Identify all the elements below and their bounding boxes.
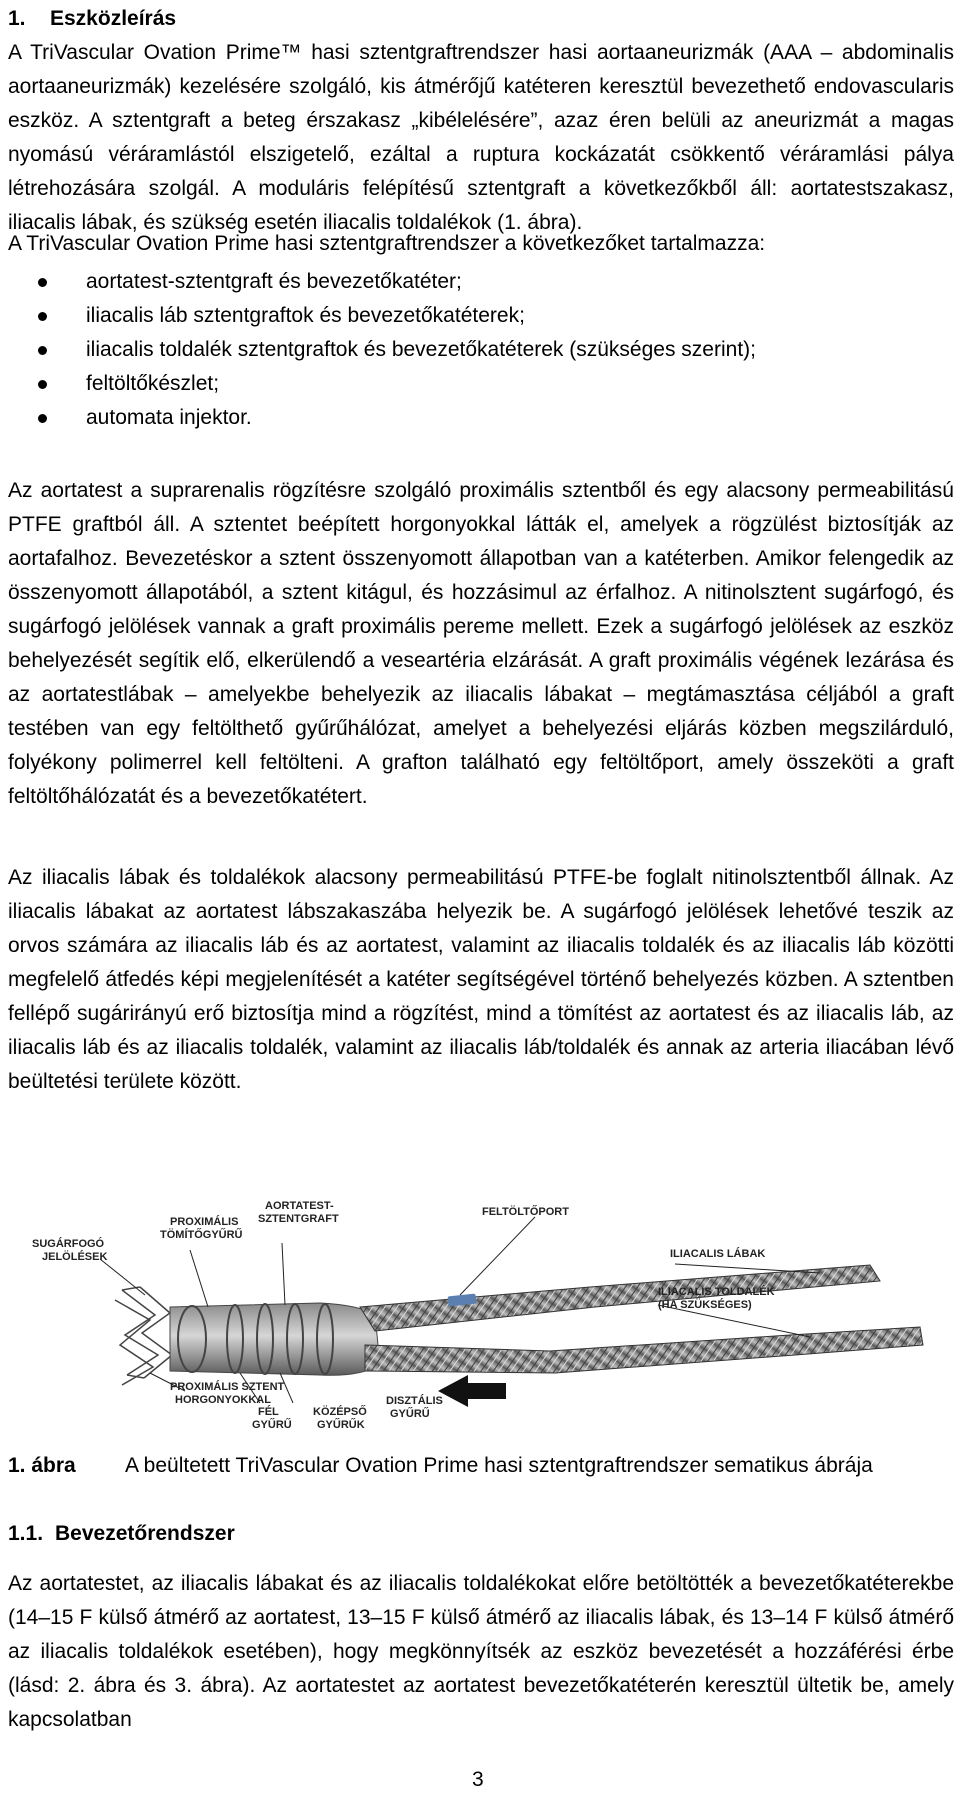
section-title: Eszközleírás bbox=[50, 7, 177, 30]
subsection-title: Bevezetőrendszer bbox=[55, 1522, 235, 1545]
label-iliac-extension-2: (HA SZÜKSÉGES) bbox=[658, 1299, 752, 1311]
list-item: iliacalis láb sztentgraftok és bevezetőkatéterek; bbox=[8, 299, 756, 333]
label-aortic-body: AORTATEST- bbox=[265, 1200, 334, 1212]
label-proximal-seal-2: TÖMÍTŐGYŰRŰ bbox=[160, 1229, 243, 1241]
proximal-stent bbox=[115, 1287, 172, 1385]
caption-label: 1. ábra bbox=[8, 1454, 76, 1477]
list-item: automata injektor. bbox=[8, 401, 756, 435]
label-mid-rings-2: GYŰRŰK bbox=[317, 1419, 365, 1431]
label-proximal-stent-anchors: PROXIMÁLIS SZTENT bbox=[170, 1381, 285, 1393]
label-proximal-stent-anchors-2: HORGONYOKKAL bbox=[175, 1394, 271, 1406]
bullet-icon bbox=[38, 278, 47, 287]
iliac-leg-lower bbox=[365, 1327, 923, 1373]
components-list bbox=[8, 265, 756, 435]
label-iliac-legs: ILIACALIS LÁBAK bbox=[670, 1248, 766, 1260]
paragraph-delivery-system: Az aortatestet, az iliacalis lábakat és az iliacalis toldalékokat előre betöltötték a bevezetőkatéterekbe (14–15 F külső átmérő az aortatest, 13–15 F külső átmérő az iliacalis lábak, és 13–14 F külső átmérő az iliacalis toldalékok esetében), hogy megkönnyítsék az eszköz bevezetését a hozzáférési érbe (lásd: 2. ábra és 3. ábra). Az aortatestet az aortatest bevezetőkatéterén keresztül ültetik be, amely kapcsolatban bbox=[8, 1572, 954, 1731]
label-distal-ring-2: GYŰRŰ bbox=[390, 1408, 430, 1420]
bullet-icon bbox=[38, 380, 47, 389]
bullet-icon bbox=[38, 414, 47, 423]
list-item: iliacalis toldalék sztentgraftok és bevezetőkatéterek (szükséges szerint); bbox=[8, 333, 756, 367]
paragraph-contents-lead: A TriVascular Ovation Prime hasi sztentgraftrendszer a következőket tartalmazza: bbox=[8, 232, 766, 255]
section-heading bbox=[8, 6, 176, 32]
label-iliac-extension: ILIACALIS TOLDALÉK bbox=[658, 1286, 775, 1298]
bullet-icon bbox=[38, 346, 47, 355]
stent-graft-figure bbox=[30, 1195, 960, 1445]
label-half-ring: FÉL bbox=[258, 1406, 279, 1418]
label-radiopaque-markers-2: JELÖLÉSEK bbox=[42, 1251, 108, 1263]
stent-graft-illustration bbox=[30, 1195, 960, 1445]
label-fill-port: FELTÖLTŐPORT bbox=[482, 1206, 569, 1218]
section-number: 1. bbox=[8, 7, 26, 30]
label-radiopaque-markers: SUGÁRFOGÓ bbox=[32, 1238, 105, 1250]
list-item: aortatest-sztentgraft és bevezetőkatéter; bbox=[8, 265, 756, 299]
bullet-icon bbox=[38, 312, 47, 321]
subsection-heading bbox=[8, 1520, 235, 1548]
page-number: 3 bbox=[472, 1768, 484, 1791]
label-mid-rings: KÖZÉPSŐ bbox=[313, 1406, 367, 1418]
label-proximal-seal: PROXIMÁLIS bbox=[170, 1216, 239, 1228]
iliac-leg-upper bbox=[360, 1265, 880, 1331]
label-half-ring-2: GYŰRŰ bbox=[252, 1419, 292, 1431]
paragraph-intro: A TriVascular Ovation Prime™ hasi sztentgraftrendszer hasi aortaaneurizmák (AAA – abdominalis aortaaneurizmák) kezelésére szolgáló, kis átmérőjű katéteren keresztül bevezethető endovascularis eszköz. A sztentgraft a beteg érszakasz „kibélelésére”, azaz éren belüli az aneurizmát a magas nyomású véráramlástól elszigetelő, ezáltal a ruptura kockázatát csökkentő véráramlási pálya létrehozására szolgál. A moduláris felépítésű sztentgraft a következőkből áll: aortatestszakasz, iliacalis lábak, és szükség esetén iliacalis toldalékok (1. ábra). bbox=[8, 41, 954, 234]
distal-ring-arrow-icon bbox=[438, 1375, 506, 1407]
subsection-number: 1.1. bbox=[8, 1522, 44, 1545]
label-aortic-body-2: SZTENTGRAFT bbox=[258, 1213, 339, 1225]
paragraph-iliac-limbs: Az iliacalis lábak és toldalékok alacsony permeabilitású PTFE-be foglalt nitinolsztentből állnak. Az iliacalis lábakat az aortatest lábszakaszába helyezik be. A sugárfogó jelölések lehetővé teszik az orvos számára az iliacalis láb és az aortatest, valamint az iliacalis toldalék és az iliacalis láb közötti megfelelő átfedés képi megjelenítését a katéter segítségével történő behelyezés közben. A sztentben fellépő sugárirányú erő biztosítja mind a rögzítést, mind a tömítést az aortatest és az iliacalis láb, az iliacalis láb és az iliacalis toldalék, valamint az iliacalis láb/toldalék és annak az arteria iliacában lévő beültetési területe között. bbox=[8, 866, 954, 1093]
paragraph-aortic-body: Az aortatest a suprarenalis rögzítésre szolgáló proximális sztentből és egy alacsony permeabilitású PTFE graftból áll. A sztentet beépített horgonyokkal látták el, amelyek a rögzülést biztosítják az aortafalhoz. Bevezetéskor a sztent összenyomott állapotban van a katéterben. Amikor felengedik az összenyomott állapotából, a sztent kitágul, és hozzásimul az érfalhoz. A nitinolsztent sugárfogó, és sugárfogó jelölések vannak a graft proximális pereme mellett. Ezek a sugárfogó jelölések az eszköz behelyezését segítik elő, elkerülendő a veseartéria elzárását. A graft proximális végének lezárása és az aortatestlábak – amelyekbe behelyezik az iliacalis lábakat – megtámasztása céljából a graft testében van egy feltölthető gyűrűhálózat, amelyet a behelyezési eljárás közben megszilárduló, folyékony polimerrel kell feltölteni. A grafton található egy feltöltőport, amely összeköti a graft feltöltőhálózatát és a bevezetőkatétert. bbox=[8, 479, 954, 808]
caption-text: A beültetett TriVascular Ovation Prime hasi sztentgraftrendszer sematikus ábrája bbox=[125, 1454, 873, 1477]
list-item: feltöltőkészlet; bbox=[8, 367, 756, 401]
label-distal-ring: DISZTÁLIS bbox=[386, 1395, 443, 1407]
